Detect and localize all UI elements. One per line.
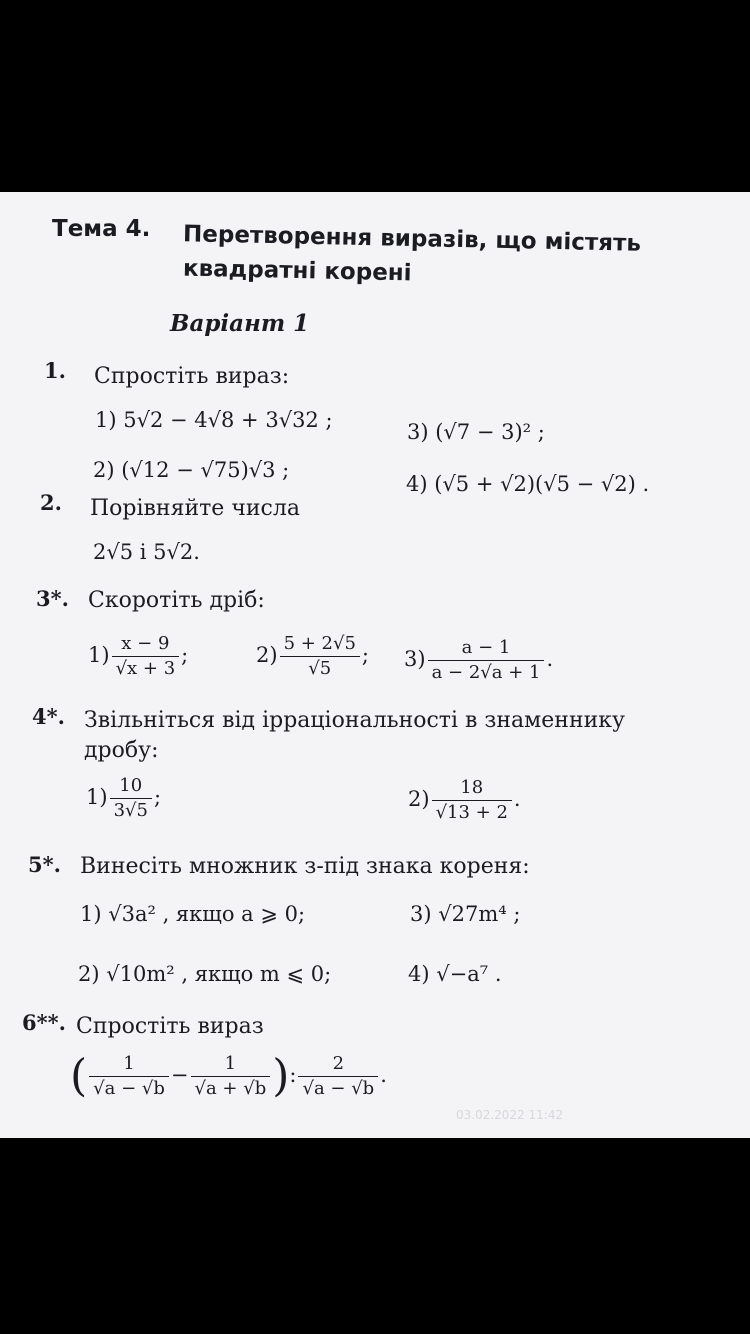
task1-number: 1. bbox=[44, 358, 66, 383]
task5-item2: 2) √10m² , якщо m ⩽ 0; bbox=[78, 962, 332, 986]
task3-fraction1: 1) $\frac{x - 9}{√x + 3}$ ; bbox=[88, 633, 189, 679]
task5-text: Винесіть множник з-під знака кореня: bbox=[80, 854, 530, 879]
task4-number: 4*. bbox=[32, 704, 65, 729]
task4-text-line1: Звільніться від ірраціональності в знаменнику bbox=[84, 708, 625, 733]
task3-fraction2: 2) $\frac{5 + 2√5}{√5}$ ; bbox=[256, 633, 369, 679]
fraction: $\frac{1}{√a - √b}$ bbox=[89, 1052, 169, 1101]
task5-item3: 3) √27m⁴ ; bbox=[410, 902, 521, 926]
task5-number: 5*. bbox=[28, 852, 61, 877]
task3-text: Скоротіть дріб: bbox=[88, 588, 265, 613]
worksheet-page bbox=[0, 192, 750, 1138]
task5-item4: 4) √−a⁷ . bbox=[408, 962, 502, 986]
task4-fraction2: 2) $\frac{18}{√13 + 2}$ . bbox=[408, 777, 521, 823]
task6-number: 6**. bbox=[22, 1010, 66, 1035]
date-stamp: 03.02.2022 11:42 bbox=[456, 1108, 564, 1122]
task2-expression: 2√5 і 5√2. bbox=[93, 540, 200, 564]
open-paren: ( bbox=[70, 1050, 88, 1102]
task4-text-line2: дробу: bbox=[84, 738, 159, 763]
task2-number: 2. bbox=[40, 490, 62, 515]
task5-item1: 1) √3a² , якщо a ⩾ 0; bbox=[80, 902, 306, 926]
task1-item3: 3) (√7 − 3)² ; bbox=[407, 420, 545, 444]
fraction: $\frac{2}{√a - √b}$ bbox=[298, 1052, 378, 1101]
task4-fraction1: 1) $\frac{10}{3√5}$ ; bbox=[86, 775, 162, 821]
variant-heading: Варіант 1 bbox=[170, 310, 310, 337]
fraction: $\frac{18}{√13 + 2}$ bbox=[432, 776, 512, 825]
fraction: $\frac{1}{√a + √b}$ bbox=[191, 1052, 271, 1101]
task2-text: Порівняйте числа bbox=[90, 496, 300, 521]
task3-fraction3: 3) $\frac{a - 1}{a - 2√a + 1}$ . bbox=[404, 637, 554, 683]
task1-item1: 1) 5√2 − 4√8 + 3√32 ; bbox=[95, 408, 333, 432]
task1-text: Спростіть вираз: bbox=[94, 364, 290, 389]
task3-number: 3*. bbox=[36, 586, 69, 611]
task1-item2: 2) (√12 − √75)√3 ; bbox=[93, 458, 290, 482]
close-paren: ) bbox=[272, 1050, 290, 1102]
fraction: $\frac{5 + 2√5}{√5}$ bbox=[280, 632, 360, 681]
topic-title-line2: квадратні корені bbox=[182, 255, 412, 287]
task1-item4: 4) (√5 + √2)(√5 − √2) . bbox=[406, 472, 650, 496]
topic-label: Тема 4. bbox=[52, 216, 151, 242]
fraction: $\frac{10}{3√5}$ bbox=[110, 774, 152, 823]
task6-expression: ( $\frac{1}{√a - √b}$ − $\frac{1}{√a + √b}$ ): $\frac{2}{√a - √b}$ . bbox=[70, 1050, 387, 1102]
fraction: $\frac{x - 9}{√x + 3}$ bbox=[112, 632, 180, 681]
task6-text: Спростіть вираз bbox=[76, 1014, 264, 1039]
fraction: $\frac{a - 1}{a - 2√a + 1}$ bbox=[428, 636, 545, 685]
topic-title-line1: Перетворення виразів, що містять bbox=[182, 221, 642, 257]
